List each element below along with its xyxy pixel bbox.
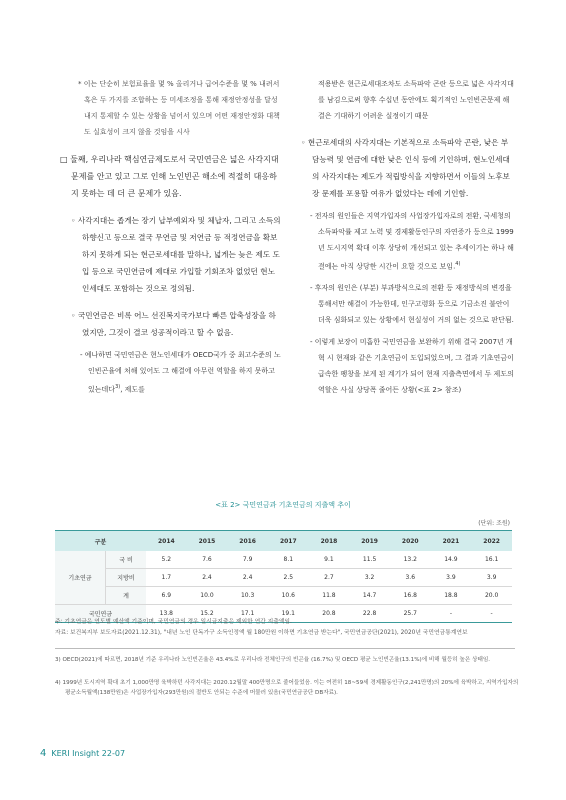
table-row	[55, 587, 512, 605]
dash-bullet: -	[310, 284, 313, 293]
table-cell: 14.9	[431, 551, 472, 569]
table-cell: 18.8	[431, 587, 472, 605]
table-cell: 20.8	[309, 605, 350, 623]
table-cell: 8.1	[268, 551, 309, 569]
row-sub-label: 국 비	[106, 551, 147, 569]
table-cell: 5.2	[146, 551, 187, 569]
table-cell: 2.7	[309, 569, 350, 587]
circle-bullet: ◦	[71, 216, 76, 225]
dash-bullet: -	[80, 351, 83, 359]
table-cell: 16.8	[390, 587, 431, 605]
year-header: 2017	[268, 531, 309, 552]
table-cell: 16.1	[471, 551, 512, 569]
continued-paragraph: 적용받은 현근로세대조차도 소득파악 곤란 등으로 넓은 사각지대를 남김으로써 향후 수십년 동안에도 획기적인 노인빈곤문제 해결은 기대하기 어려운 실정이기 때문	[318, 80, 514, 120]
table-cell: 2.4	[187, 569, 228, 587]
table-cell: 3.9	[431, 569, 472, 587]
table-cell: 10.6	[268, 587, 309, 605]
circle-bullet: ◦	[301, 138, 306, 147]
row-group-label: 기초연금	[55, 551, 106, 605]
pension-table	[55, 530, 512, 623]
right-column	[290, 76, 514, 398]
table-cell: 1.7	[146, 569, 187, 587]
note-paragraph: * 이는 단순히 보험료율을 몇 % 올리거나 급여수준을 몇 % 내려서 혹은 두 가지를 조합하는 등 미세조정을 통해 재정안정성을 달성 내지 통제할 수 있는 상황을 넘어서 있으며 어떤 재정안정화 대책도 실효성이 크지 않을 것임을 시사	[78, 80, 280, 136]
year-header: 2019	[349, 531, 390, 552]
table-cell: 10.3	[227, 587, 268, 605]
page-footer	[40, 748, 125, 759]
table-cell: 3.2	[349, 569, 390, 587]
footnote-4: 4) 1999년 도시지역 확대 초기 1,000만명 육박하던 사각지대는 2020.12월말 400만명으로 줄어들었음. 이는 여전히 18~59세 경제활동인구(2,241만명)의 20%에 육박하고, 지역가입자의 평균소득월액(138만원)은 사업장가입자(293만원)의 절반도 안되는 수준에 머물러 있음(국민연금공단 DB자료).	[55, 680, 519, 696]
year-header: 2020	[390, 531, 431, 552]
table-unit: (단위: 조원)	[478, 520, 510, 527]
footnote-3: 3) OECD(2021)에 따르면, 2018년 기준 우리나라 노인빈곤율은 43.4%로 우리나라 전체인구의 빈곤율 (16.7%) 및 OECD 평균 노인빈곤율(13.1%)에 비해 월등히 높은 상태임.	[55, 657, 491, 663]
year-header: 2018	[309, 531, 350, 552]
circle-item-1: ◦ 사각지대는 좁게는 장기 납부예외자 및 체납자, 그리고 소득의 하향신고 등으로 결국 무연금 및 저연금 등 적정연금을 확보하지 못하게 되는 현근로세대를 말하나, 넓게는 늦은 제도 도입 등으로 국민연금에 제대로 가입할 기회조차 없었던 현노인세대도 포함하는 것으로 정의됨.	[71, 216, 281, 293]
table-cell: 6.9	[146, 587, 187, 605]
table-cell: 25.7	[390, 605, 431, 623]
square-bullet: □	[60, 155, 68, 164]
table-cell: 17.1	[227, 605, 268, 623]
table-cell: -	[471, 605, 512, 623]
year-header: 2022	[471, 531, 512, 552]
row-sub-label: 지방비	[106, 569, 147, 587]
dash-item-1: - 예나하면 국민연금은 현노인세대가 OECD국가 중 최고수준의 노인빈곤율에 처해 있어도 그 해결에 아무런 역할을 하지 못하고 있는데다$^{3)}$, 제도를	[80, 351, 281, 394]
row-sub-label: 계	[106, 587, 147, 605]
table-header-row	[55, 531, 512, 552]
table-cell: 2.5	[268, 569, 309, 587]
table-cell: 19.1	[268, 605, 309, 623]
dash-item-3: - 후자의 원인은 (부분) 부과방식으로의 전환 등 재정방식의 변경을 통해서만 해결이 가능한데, 인구고령화 등으로 기금소진 불안이 더욱 심화되고 있는 상황에서 현실성이 거의 없는 것으로 판단됨.	[310, 284, 514, 325]
circle-item-3: ◦ 현근로세대의 사각지대는 기본적으로 소득파악 곤란, 낮은 부담능력 및 연금에 대한 낮은 인식 등에 기인하며, 현노인세대의 사각지대는 제도가 적립방식을 지향하면서 이들의 노후보장 문제를 포용할 여유가 없었다는 데에 기인함.	[301, 138, 510, 198]
table-cell: 7.9	[227, 551, 268, 569]
dash-item-2: - 전자의 원인들은 지역가입자의 사업장가입자로의 전환, 국세청의 소득파악률 제고 노력 및 경제활동인구의 자연증가 등으로 1999년 도시지역 확대 이후 상당히 개선되고 있는 추세이기는 하나 해결에는 아직 상당한 시간이 요할 것으로 보임.$^{4)}$	[310, 212, 514, 271]
table-cell: -	[431, 605, 472, 623]
table-cell: 14.7	[349, 587, 390, 605]
table-cell: 3.6	[390, 569, 431, 587]
row-label: 국민연금	[55, 605, 146, 623]
table-cell: 10.0	[187, 587, 228, 605]
table-cell: 9.1	[309, 551, 350, 569]
table-source: 자료: 보건복지부 보도자료(2021.12.31), "내년 노인 단독가구 소득인정액 월 180만원 이하면 기초연금 받는다", 국민연금공단(2021), 2020년 국민연금통계연보	[55, 630, 468, 636]
footnote-ref-4[interactable]: 4)	[455, 261, 461, 267]
left-column	[60, 76, 282, 397]
table-cell: 7.6	[187, 551, 228, 569]
header-label: 구분	[55, 531, 146, 552]
table-note: 주: 기초연금은 연도별 예산액 기준이며, 국민연금의 경우 일시금지출은 제외한 연간 지출액임.	[55, 619, 292, 625]
table-cell: 22.8	[349, 605, 390, 623]
year-header: 2016	[227, 531, 268, 552]
year-header: 2021	[431, 531, 472, 552]
dash-bullet: -	[310, 338, 313, 347]
table-cell: 11.8	[309, 587, 350, 605]
footnote-divider	[55, 648, 515, 649]
year-header: 2015	[187, 531, 228, 552]
circle-item-2: ◦ 국민연금은 비록 어느 선진복지국가보다 빠른 압축성장을 하였지만, 그것이 결코 성공적이라고 할 수 없음.	[71, 311, 276, 337]
table-row	[55, 569, 512, 587]
publication-name: KERI Insight 22-07	[51, 749, 126, 758]
table-cell: 13.8	[146, 605, 187, 623]
table-title: <표 2> 국민연금과 기초연금의 지출액 추이	[215, 501, 351, 509]
table-cell: 20.0	[471, 587, 512, 605]
circle-bullet: ◦	[71, 311, 76, 320]
section-paragraph: □ 둘째, 우리나라 핵심연금제도로서 국민연금은 넓은 사각지대 문제를 안고 있고 그로 인해 노인빈곤 해소에 적절히 대응하지 못하는 데 더 큰 문제가 있음.	[60, 155, 279, 198]
page-number: 4	[40, 748, 47, 759]
table-cell: 15.2	[187, 605, 228, 623]
table-row	[55, 551, 512, 569]
year-header: 2014	[146, 531, 187, 552]
dash-item-4: - 이렇게 보장이 미흡한 국민연금을 보완하기 위해 결국 2007년 개혁 시 현재와 같은 기초연금이 도입되었으며, 그 결과 기초연금이 급속한 팽창을 보게 된 계기가 되어 현재 지출측면에서 두 제도의 역할은 사실 상당폭 줄어든 상황(<표 2> 참조)	[310, 338, 514, 395]
table-cell: 3.9	[471, 569, 512, 587]
table-cell: 13.2	[390, 551, 431, 569]
table-cell: 2.4	[227, 569, 268, 587]
table-cell: 11.5	[349, 551, 390, 569]
footnote-ref-3[interactable]: 3)	[115, 384, 121, 390]
dash-bullet: -	[310, 212, 313, 220]
